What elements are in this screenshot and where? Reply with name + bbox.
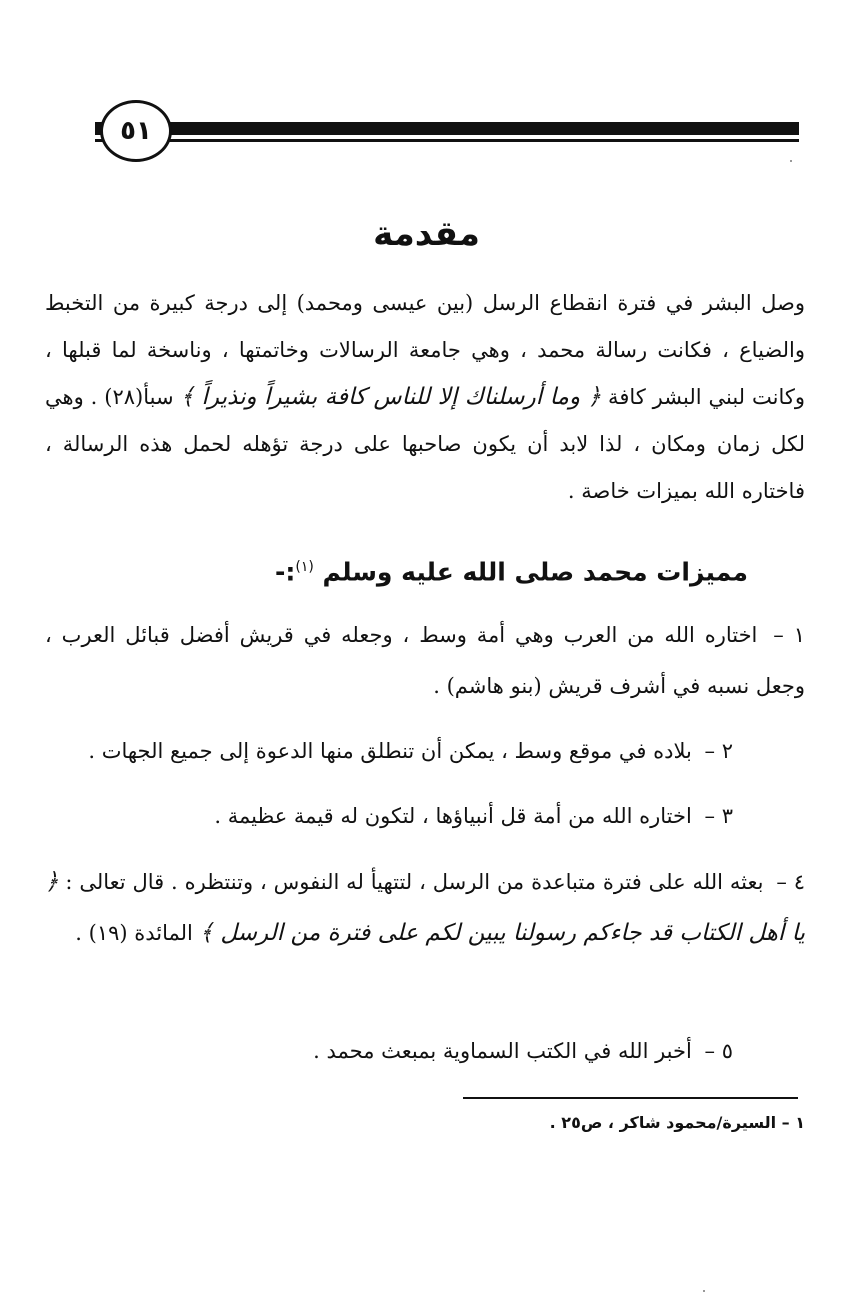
list-item-number: ٤ – bbox=[776, 870, 805, 894]
section-heading-suffix: :- bbox=[274, 557, 296, 587]
list-item-4 bbox=[45, 857, 805, 959]
footnote-divider bbox=[463, 1097, 798, 1099]
section-heading bbox=[275, 545, 748, 594]
header-rule-thin bbox=[95, 139, 799, 142]
section-heading-text: مميزات محمد صلى الله عليه وسلم bbox=[322, 557, 748, 587]
page-title: مقدمة bbox=[373, 214, 480, 254]
footnote-ref: (١) bbox=[295, 559, 314, 575]
list-item-text: بلاده في موقع وسط ، يمكن أن تنطلق منها الدعوة إلى جميع الجهات . bbox=[88, 739, 692, 763]
intro-text-2: سبأ(٢٨) . وهي لكل زمان ومكان ، لذا لابد أن يكون صاحبها على درجة تؤهله لحمل هذه الرسالة ، فاختاره الله بميزات خاصة . bbox=[45, 385, 805, 503]
list-item-1 bbox=[45, 610, 805, 712]
list-item-text: اختاره الله من العرب وهي أمة وسط ، وجعله في قريش أفضل قبائل العرب ، وجعل نسبه في أشرف قريش (بنو هاشم) . bbox=[45, 623, 805, 698]
list-item-number: ٢ – bbox=[704, 739, 733, 763]
page-number: ٥١ bbox=[100, 100, 172, 162]
intro-text-1: وصل البشر في فترة انقطاع الرسل (بين عيسى ومحمد) إلى درجة كبيرة من التخبط والضياع ، فكانت رسالة محمد ، وهي جامعة الرسالات وخاتمتها ، وناسخة لما قبلها ، وكانت لبني البشر كافة bbox=[45, 291, 806, 409]
list-item-text: أخبر الله في الكتب السماوية بمبعث محمد . bbox=[313, 1039, 692, 1063]
list-item-number: ٣ – bbox=[704, 804, 733, 828]
list-item-citation: المائدة (١٩) . bbox=[75, 921, 200, 945]
header-rule bbox=[95, 118, 799, 146]
list-item-5 bbox=[45, 1026, 733, 1077]
scan-speck bbox=[790, 160, 792, 162]
scan-speck bbox=[703, 1290, 705, 1292]
list-item-verse: ﴿ يا أهل الكتاب قد جاءكم رسولنا يبين لكم على فترة من الرسل ﴾ bbox=[45, 869, 805, 946]
list-item-number: ١ – bbox=[773, 623, 805, 647]
intro-paragraph bbox=[45, 280, 805, 515]
list-item-text: بعثه الله على فترة متباعدة من الرسل ، لتتهيأ له النفوس ، وتنتظره . قال تعالى : bbox=[58, 870, 764, 894]
list-item-text: اختاره الله من أمة قل أنبياؤها ، لتكون له قيمة عظيمة . bbox=[214, 804, 692, 828]
footnote: ١ – السيرة/محمود شاكر ، ص٢٥ . bbox=[549, 1113, 805, 1132]
list-item-number: ٥ – bbox=[704, 1039, 733, 1063]
header-rule-thick bbox=[95, 122, 799, 135]
list-item-3 bbox=[45, 791, 733, 842]
list-item-2 bbox=[45, 726, 733, 777]
intro-verse: ﴿ وما أرسلناك إلا للناس كافة بشيراً ونذيراً ﴾ bbox=[180, 384, 602, 410]
